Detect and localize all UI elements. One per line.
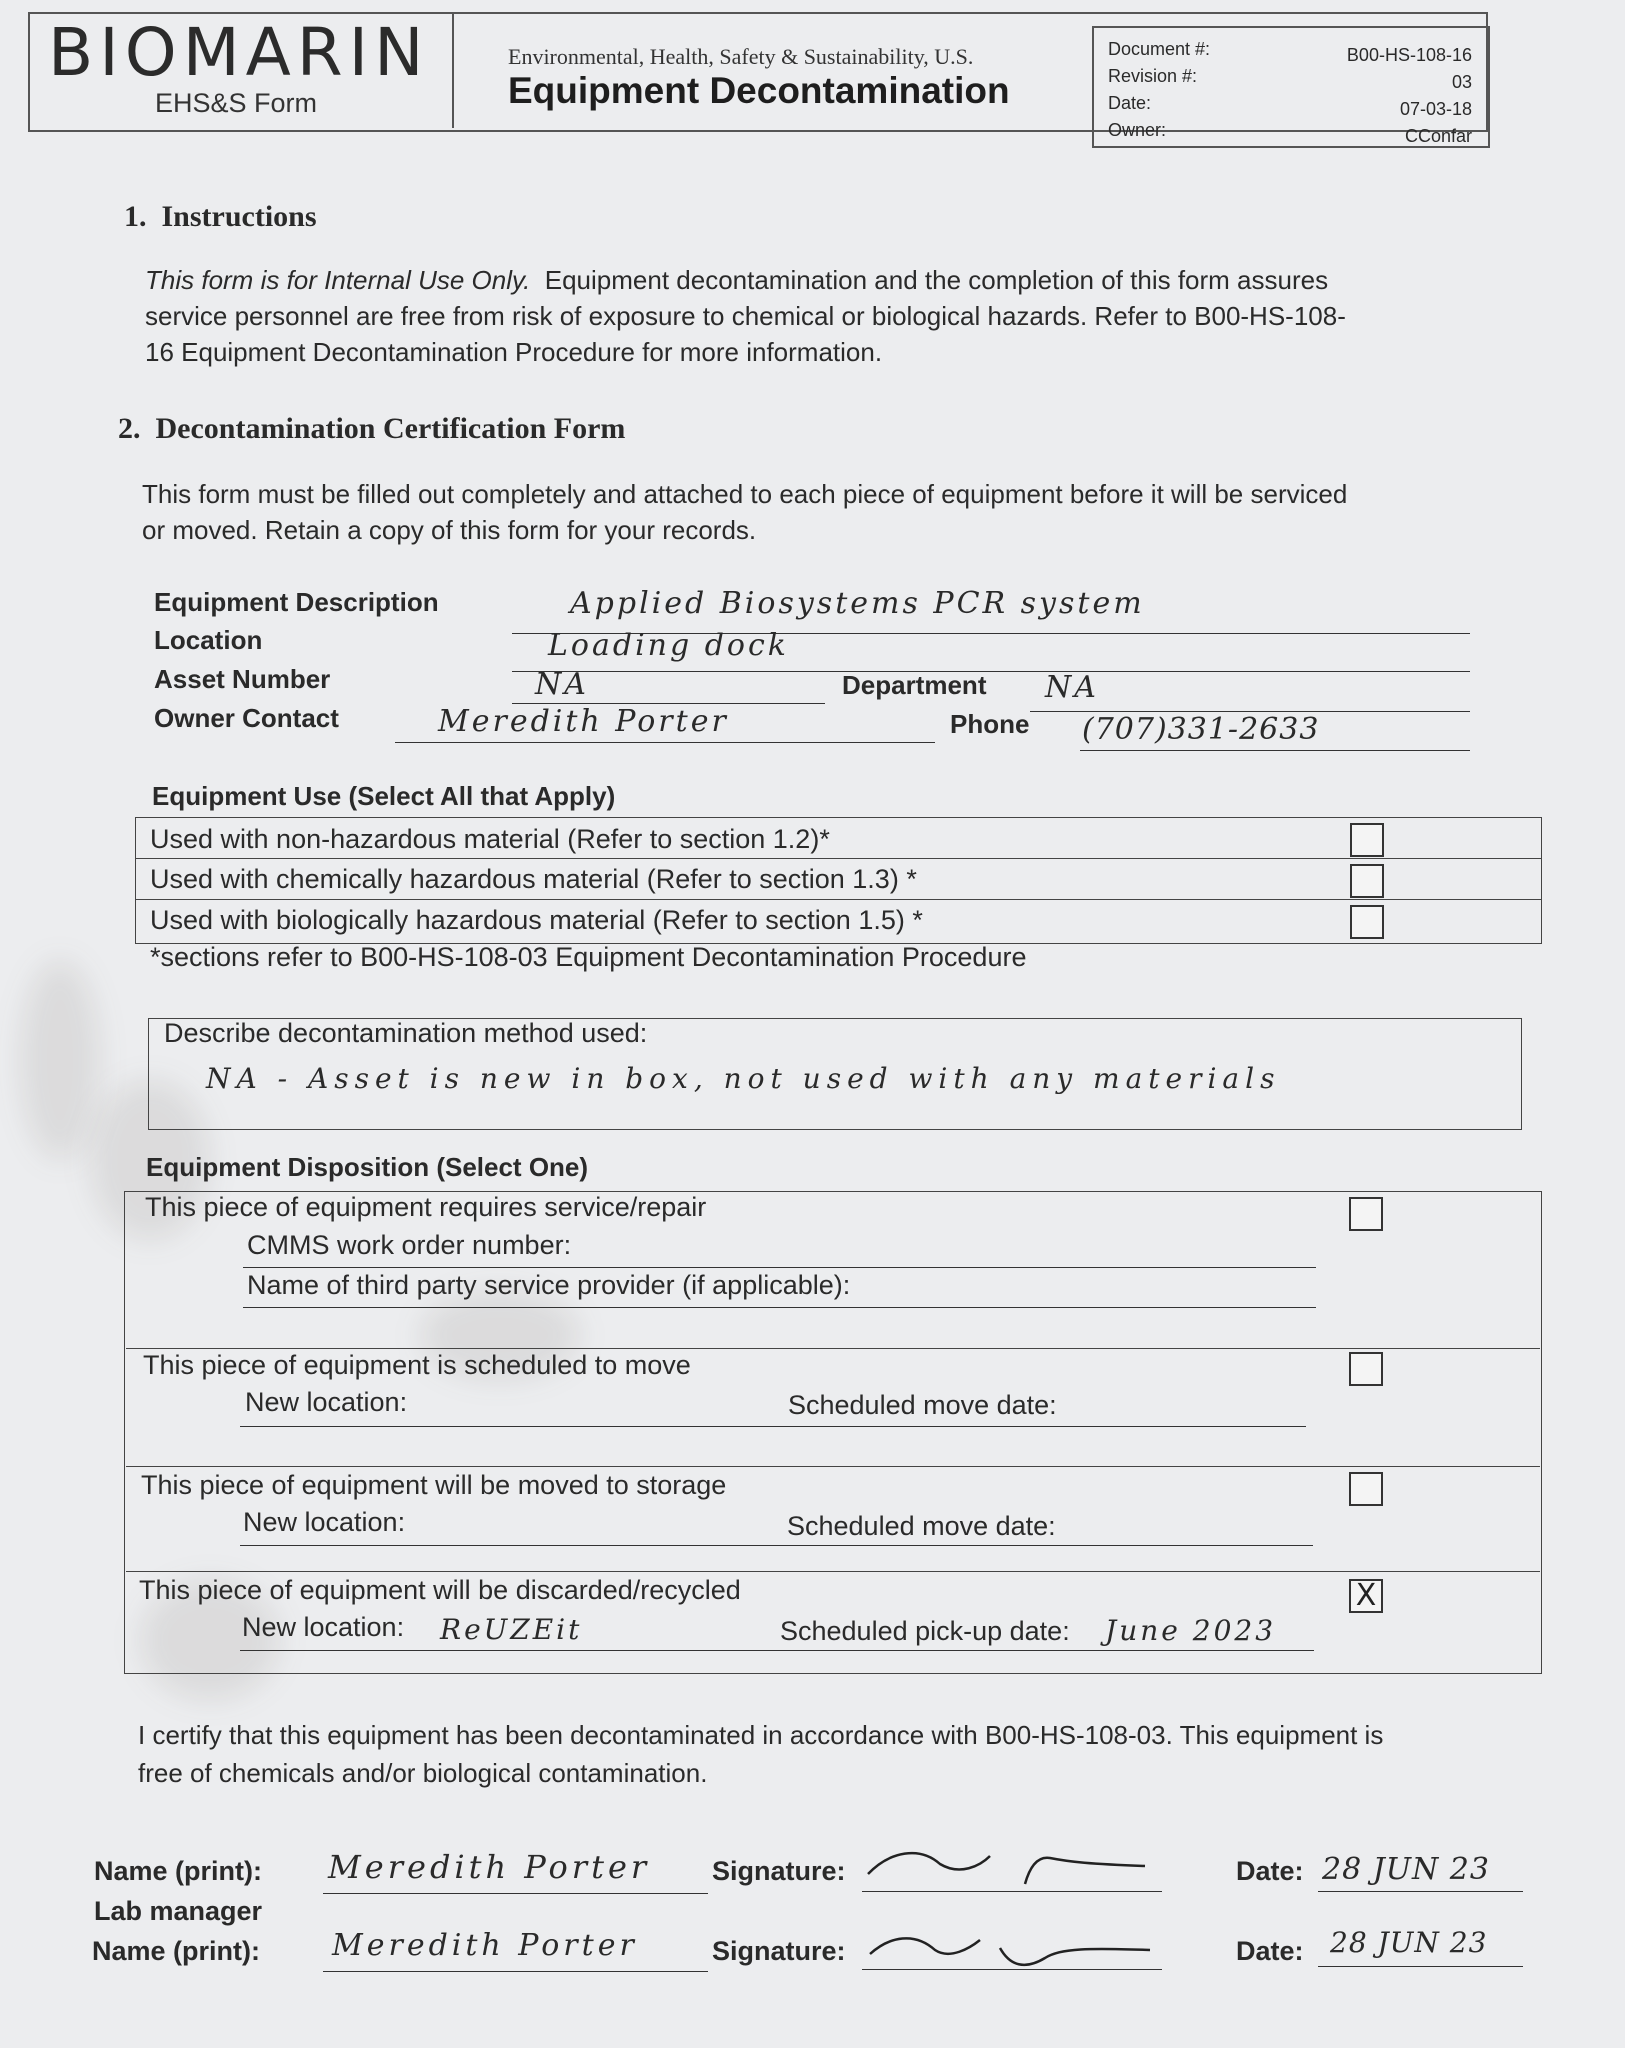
name-line: [323, 1893, 708, 1894]
pickup-date-field[interactable]: June 2023: [1105, 1614, 1277, 1647]
row-divider: [126, 1348, 1540, 1349]
meta-label: Document #:: [1108, 39, 1211, 59]
location-label: Location: [154, 625, 263, 655]
owner-contact-label: Owner Contact: [154, 703, 339, 733]
storage-line: [240, 1545, 1313, 1546]
discard-title: This piece of equipment will be discarded/recycled: [139, 1575, 741, 1605]
section1-heading: 1. Instructions: [124, 200, 317, 233]
signature-label: Signature:: [712, 1856, 846, 1886]
date-label: Date:: [1236, 1936, 1304, 1966]
move-title: This piece of equipment is scheduled to move: [143, 1350, 691, 1380]
table-row: [136, 818, 1541, 859]
use-option-label: Used with biologically hazardous material (Refer to section 1.5) *: [150, 905, 923, 935]
row-divider: [126, 1466, 1540, 1467]
non-hazardous-checkbox[interactable]: [1350, 823, 1384, 857]
equipment-description-field[interactable]: Applied Biosystems PCR system: [570, 586, 1145, 621]
signature-scribble[interactable]: [860, 1918, 1160, 1978]
storage-title: This piece of equipment will be moved to storage: [141, 1470, 727, 1500]
name-line: [323, 1971, 708, 1972]
name-print-label: Name (print):: [94, 1856, 262, 1886]
table-row: [136, 900, 1541, 940]
document-owner: CConfar: [1404, 126, 1472, 146]
location-field[interactable]: Loading dock: [548, 628, 789, 663]
service-provider-line: [243, 1307, 1316, 1308]
row-divider: [126, 1571, 1540, 1572]
storage-checkbox[interactable]: [1349, 1472, 1383, 1506]
use-option-label: Used with chemically hazardous material (Refer to section 1.3) *: [150, 864, 917, 894]
location-line: [512, 671, 1470, 672]
lab-manager-label: Lab manager: [94, 1896, 263, 1926]
service-provider-label: Name of third party service provider (if applicable):: [247, 1270, 851, 1300]
storage-location-label: New location:: [243, 1507, 406, 1537]
phone-label: Phone: [950, 709, 1030, 739]
name-print-label: Name (print):: [92, 1936, 260, 1966]
move-checkbox[interactable]: [1349, 1352, 1383, 1386]
date-field[interactable]: 28 JUN 23: [1322, 1852, 1490, 1887]
use-option-label: Used with non-hazardous material (Refer to section 1.2)*: [150, 824, 830, 854]
phone-field[interactable]: (707)331-2633: [1082, 712, 1320, 747]
disposition-heading: Equipment Disposition (Select One): [146, 1152, 589, 1182]
work-order-line: [243, 1267, 1316, 1268]
table-row: [136, 859, 1541, 900]
date-label: Date:: [1236, 1856, 1304, 1886]
storage-date-label: Scheduled move date:: [787, 1511, 1056, 1541]
work-order-label: CMMS work order number:: [247, 1230, 572, 1260]
department-line: Environmental, Health, Safety & Sustainability, U.S.: [508, 44, 974, 69]
signature-label: Signature:: [712, 1936, 846, 1966]
meta-label: Date:: [1108, 93, 1152, 113]
name-field[interactable]: Meredith Porter: [332, 1928, 638, 1963]
discard-checkbox[interactable]: X: [1349, 1579, 1383, 1613]
date-line: [1318, 1966, 1523, 1967]
decon-method-field[interactable]: NA - Asset is new in box, not used with any materials: [206, 1062, 1281, 1095]
discard-location-label: New location:: [242, 1612, 405, 1642]
header-divider: [452, 12, 454, 128]
department-field[interactable]: NA: [1045, 670, 1099, 705]
revision-number: 03: [1451, 72, 1472, 92]
owner-contact-line: [395, 742, 935, 743]
asset-number-label: Asset Number: [154, 664, 331, 694]
biological-hazard-checkbox[interactable]: [1350, 905, 1384, 939]
meta-label: Revision #:: [1108, 66, 1198, 86]
form-title: Equipment Decontamination: [508, 70, 1010, 111]
discard-line: [240, 1650, 1314, 1651]
internal-use-note: This form is for Internal Use Only.: [145, 265, 531, 295]
equipment-use-footnote: *sections refer to B00-HS-108-03 Equipment Decontamination Procedure: [150, 942, 1027, 972]
equipment-use-heading: Equipment Use (Select All that Apply): [152, 781, 616, 811]
department-label: Department: [842, 670, 987, 700]
meta-label: Owner:: [1108, 120, 1167, 140]
service-checkbox[interactable]: [1349, 1197, 1383, 1231]
move-line: [240, 1426, 1306, 1427]
discard-location-field[interactable]: ReUZEit: [440, 1613, 583, 1646]
document-date: 07-03-18: [1399, 99, 1472, 119]
smudge: [20, 960, 100, 1160]
owner-contact-field[interactable]: Meredith Porter: [438, 704, 729, 739]
section2-intro: This form must be filled out completely and attached to each piece of equipment before it will be serviced or moved. Retain a copy of this form for your records.: [142, 479, 1348, 545]
document-number: B00-HS-108-16: [1346, 45, 1472, 65]
name-field[interactable]: Meredith Porter: [328, 1848, 651, 1886]
brand-logo: BIOMARIN: [48, 14, 430, 91]
date-line: [1318, 1891, 1523, 1892]
section2-heading: 2. Decontamination Certification Form: [118, 412, 626, 445]
service-title: This piece of equipment requires service/repair: [145, 1192, 707, 1222]
section1-body: This form is for Internal Use Only. Equipment decontamination and the completion of this form assures service personnel are free from risk of exposure to chemical or biological hazards. Refer to B00-HS-108- 16 Equipment Decontamination Procedure for more information.: [145, 265, 1346, 367]
move-date-label: Scheduled move date:: [788, 1390, 1057, 1420]
form-type: EHS&S Form: [155, 88, 318, 118]
phone-line: [1080, 750, 1470, 751]
date-field[interactable]: 28 JUN 23: [1330, 1926, 1488, 1959]
chemical-hazard-checkbox[interactable]: [1350, 864, 1384, 898]
meta-labels: [1108, 36, 1210, 144]
asset-number-field[interactable]: NA: [535, 667, 589, 702]
decon-method-label: Describe decontamination method used:: [164, 1018, 648, 1048]
equipment-description-label: Equipment Description: [154, 587, 439, 617]
move-location-label: New location:: [245, 1387, 408, 1417]
meta-values: [1300, 42, 1472, 150]
signature-scribble[interactable]: [860, 1836, 1160, 1896]
equipment-use-table: [135, 817, 1542, 944]
pickup-date-label: Scheduled pick-up date:: [780, 1616, 1070, 1646]
certification-statement: I certify that this equipment has been decontaminated in accordance with B00-HS-108-03. This equipment is free of chemicals and/or biological contamination.: [138, 1720, 1384, 1788]
